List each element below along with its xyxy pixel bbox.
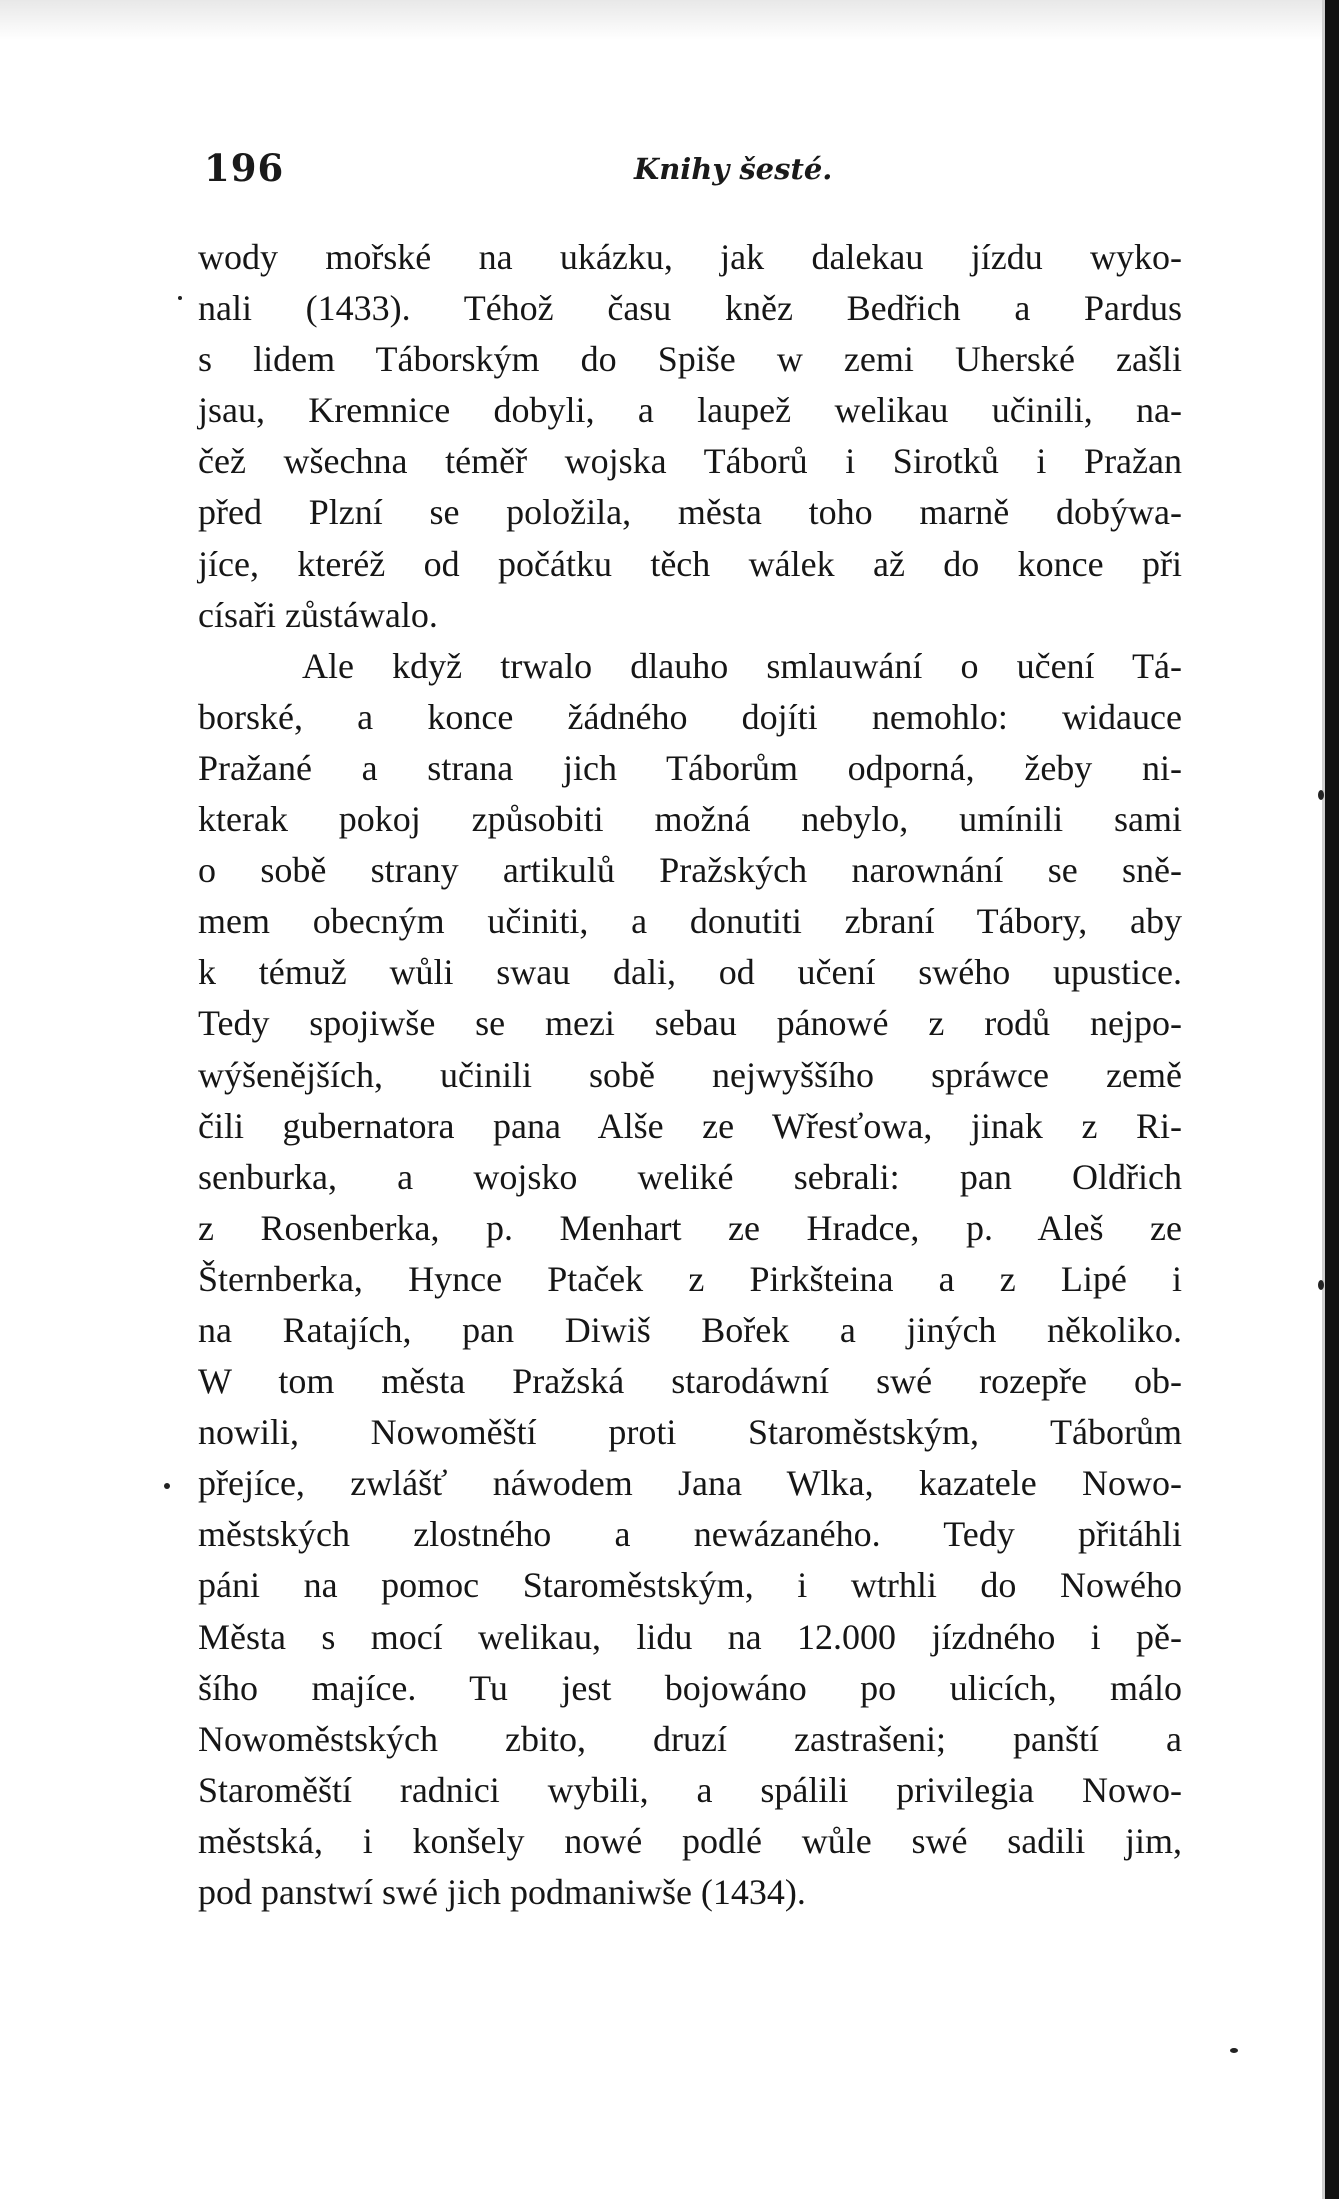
text-line: Tedy spojiwše se mezi sebau pánowé z rodů nejpo- [198,1003,1182,1044]
running-head [204,146,1204,196]
text-line: Pražané a strana jich Táborům odporná, žeby ni- [198,747,1182,788]
text-line: šího majíce. Tu jest bojowáno po ulicích, málo [198,1667,1182,1708]
text-line: císaři zůstáwalo. [198,594,438,635]
text-line: mem obecným učiniti, a donutiti zbraní Tábory, aby [198,901,1182,942]
text-line: senburka, a wojsko weliké sebrali: pan Oldřich [198,1156,1182,1197]
ink-speck [164,1483,170,1489]
ink-speck [178,296,182,300]
text-line: městských zlostného a newázaného. Tedy přitáhli [198,1514,1182,1555]
text-line: o sobě strany artikulů Pražských narownání se sně- [198,850,1182,891]
running-title: Knihy šesté. [634,152,833,186]
text-line: z Rosenberka, p. Menhart ze Hradce, p. Aleš ze [198,1207,1182,1248]
text-line: čili gubernatora pana Alše ze Wřesťowa, jinak z Ri- [198,1105,1182,1146]
text-line: wýšenějších, učinili sobě nejwyššího spráwce země [198,1054,1182,1095]
paragraph-2 [198,641,1182,1918]
ink-speck [1318,1280,1324,1290]
text-line: pod panstwí swé jich podmaniwše (1434). [198,1872,806,1912]
text-line: na Ratajích, pan Diwiš Bořek a jiných několiko. [198,1309,1182,1350]
text-line: městská, i konšely nowé podlé wůle swé sadili jim, [198,1820,1182,1861]
text-line: wody mořské na ukázku, jak dalekau jízdu wyko- [198,237,1182,277]
scan-border [1325,0,1339,2199]
text-line: Ale když trwalo dlauho smlauwání o učení Tá- [302,645,1182,686]
scan-shadow [0,0,1325,40]
text-line: nali (1433). Téhož času kněz Bedřich a Pardus [198,288,1182,329]
text-line: páni na pomoc Staroměstským, i wtrhli do Nowého [198,1565,1182,1606]
text-line: čež wšechna téměř wojska Táborů i Sirotků i Pražan [198,441,1182,482]
paragraph-1 [198,232,1182,641]
body-text [198,232,1182,1918]
text-line: k témuž wůli swau dali, od učení swého upustice. [198,952,1182,993]
text-line: borské, a konce žádného dojíti nemohlo: widauce [198,696,1182,737]
text-line: nowili, Nowoměští proti Staroměstským, Táborům [198,1412,1182,1453]
text-line: přejíce, zwlášť náwodem Jana Wlka, kazatele Nowo- [198,1463,1182,1504]
page-number: 196 [204,146,285,190]
text-line: před Plzní se položila, města toho marně dobýwa- [198,492,1182,533]
ink-speck [1230,2048,1238,2053]
text-line: Nowoměstských zbito, druzí zastrašeni; panští a [198,1718,1182,1759]
text-line: jíce, kteréž od počátku těch wálek až do konce při [198,543,1182,584]
text-line: Města s mocí welikau, lidu na 12.000 jízdného i pě- [198,1616,1182,1657]
text-line: s lidem Táborským do Spiše w zemi Uherské zašli [198,339,1182,380]
text-line: jsau, Kremnice dobyli, a laupež welikau učinili, na- [198,390,1182,431]
text-line: Šternberka, Hynce Ptaček z Pirkšteina a z Lipé i [198,1258,1182,1299]
text-line: W tom města Pražská starodáwní swé rozepře ob- [198,1361,1182,1402]
text-line: Staroměští radnici wybili, a spálili privilegia Nowo- [198,1769,1182,1810]
ink-speck [1318,790,1324,800]
text-line: kterak pokoj způsobiti možná nebylo, umínili sami [198,799,1182,840]
